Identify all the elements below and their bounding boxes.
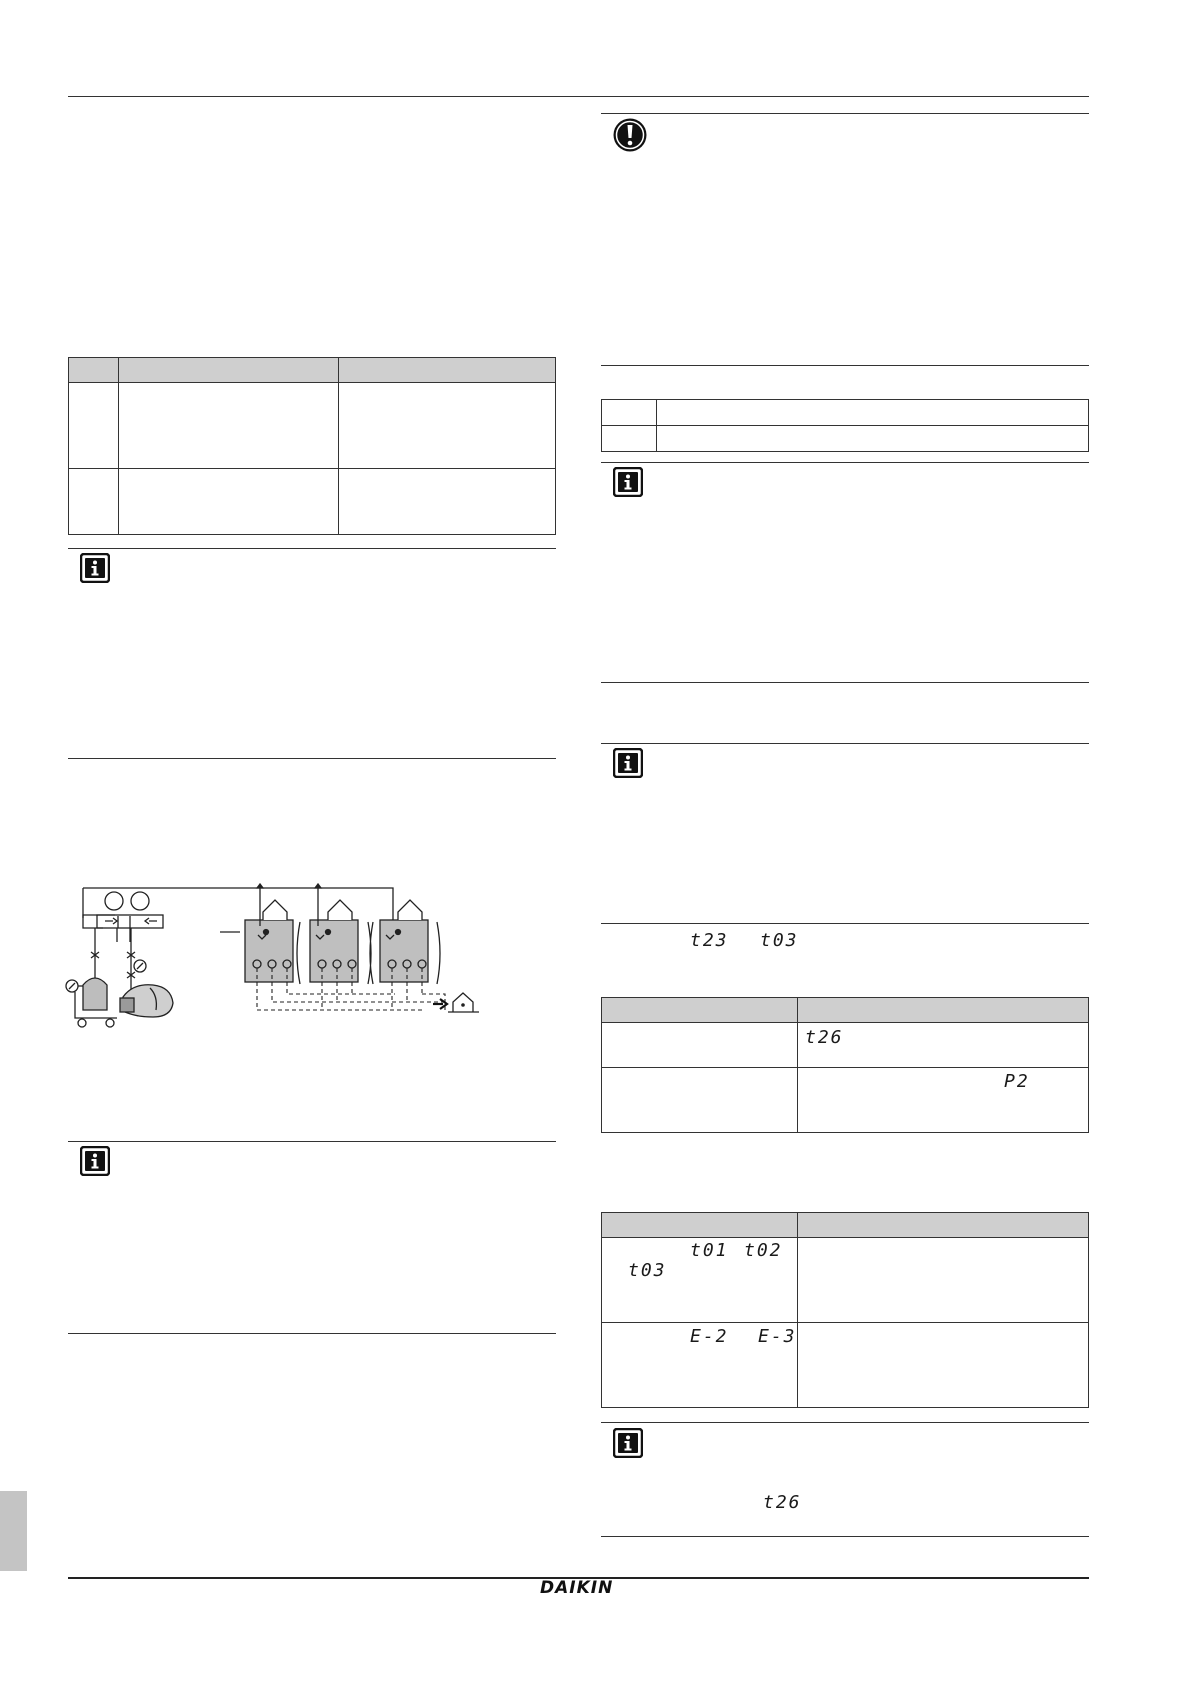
note-rule-bottom — [601, 1536, 1089, 1537]
table-row — [69, 383, 556, 469]
table-header-row — [602, 1213, 1089, 1238]
daikin-logo: DAIKIN — [540, 1578, 614, 1598]
table-header-cell — [798, 1213, 1089, 1238]
side-tab — [0, 1491, 27, 1571]
table-cell — [339, 383, 556, 469]
table-header-cell — [339, 358, 556, 383]
table-row — [602, 426, 1089, 452]
note-rule-top — [601, 113, 1089, 114]
right-table-1 — [601, 997, 1089, 1133]
lcd-code: t03 — [760, 930, 799, 951]
lcd-code: P2 — [1004, 1071, 1030, 1092]
table-cell — [339, 469, 556, 535]
table-row — [69, 469, 556, 535]
table-header-row — [69, 358, 556, 383]
right-table-2 — [601, 1212, 1089, 1408]
table-cell — [119, 383, 339, 469]
table-header-cell — [798, 998, 1089, 1023]
lcd-code: t02 — [744, 1240, 783, 1261]
table-header-cell — [602, 1213, 798, 1238]
table-cell — [798, 1238, 1089, 1323]
table-cell — [602, 426, 657, 452]
lcd-code: t26 — [763, 1492, 802, 1513]
note-rule-top — [601, 462, 1089, 463]
refrigerant-piping-diagram — [55, 880, 485, 1035]
lcd-code: t03 — [628, 1260, 667, 1281]
left-table — [68, 357, 556, 535]
note-rule-bottom — [601, 682, 1089, 683]
table-cell — [602, 400, 657, 426]
note-rule-bottom — [601, 365, 1089, 366]
table-row — [602, 1023, 1089, 1068]
table-cell — [69, 469, 119, 535]
right-small-table — [601, 399, 1089, 452]
info-box-icon — [613, 1428, 643, 1458]
lcd-code: E-2 — [690, 1326, 729, 1347]
table-cell — [798, 1068, 1089, 1133]
info-box-icon — [613, 748, 643, 778]
table-row — [602, 1323, 1089, 1408]
note-rule-bottom — [601, 923, 1089, 924]
table-cell — [657, 426, 1089, 452]
exclamation-circle-icon — [612, 117, 648, 153]
table-header-cell — [119, 358, 339, 383]
note-rule-bottom — [68, 1333, 556, 1334]
info-box-icon — [80, 1146, 110, 1176]
info-box-icon — [80, 553, 110, 583]
table-cell — [602, 1023, 798, 1068]
table-cell — [798, 1323, 1089, 1408]
table-cell — [119, 469, 339, 535]
header-rule — [68, 96, 1089, 97]
table-row — [602, 1238, 1089, 1323]
table-header-cell — [602, 998, 798, 1023]
table-cell — [602, 1068, 798, 1133]
note-rule-top — [68, 1141, 556, 1142]
note-rule-bottom — [68, 758, 556, 759]
lcd-code: t26 — [805, 1027, 844, 1048]
lcd-code: E-3 — [758, 1326, 797, 1347]
note-rule-top — [601, 1422, 1089, 1423]
lcd-code: t01 — [690, 1240, 729, 1261]
note-rule-top — [68, 548, 556, 549]
lcd-code: t23 — [690, 930, 729, 951]
table-cell — [657, 400, 1089, 426]
note-rule-top — [601, 743, 1089, 744]
table-header-row — [602, 998, 1089, 1023]
table-row — [602, 400, 1089, 426]
table-header-cell — [69, 358, 119, 383]
info-box-icon — [613, 467, 643, 497]
table-cell — [69, 383, 119, 469]
